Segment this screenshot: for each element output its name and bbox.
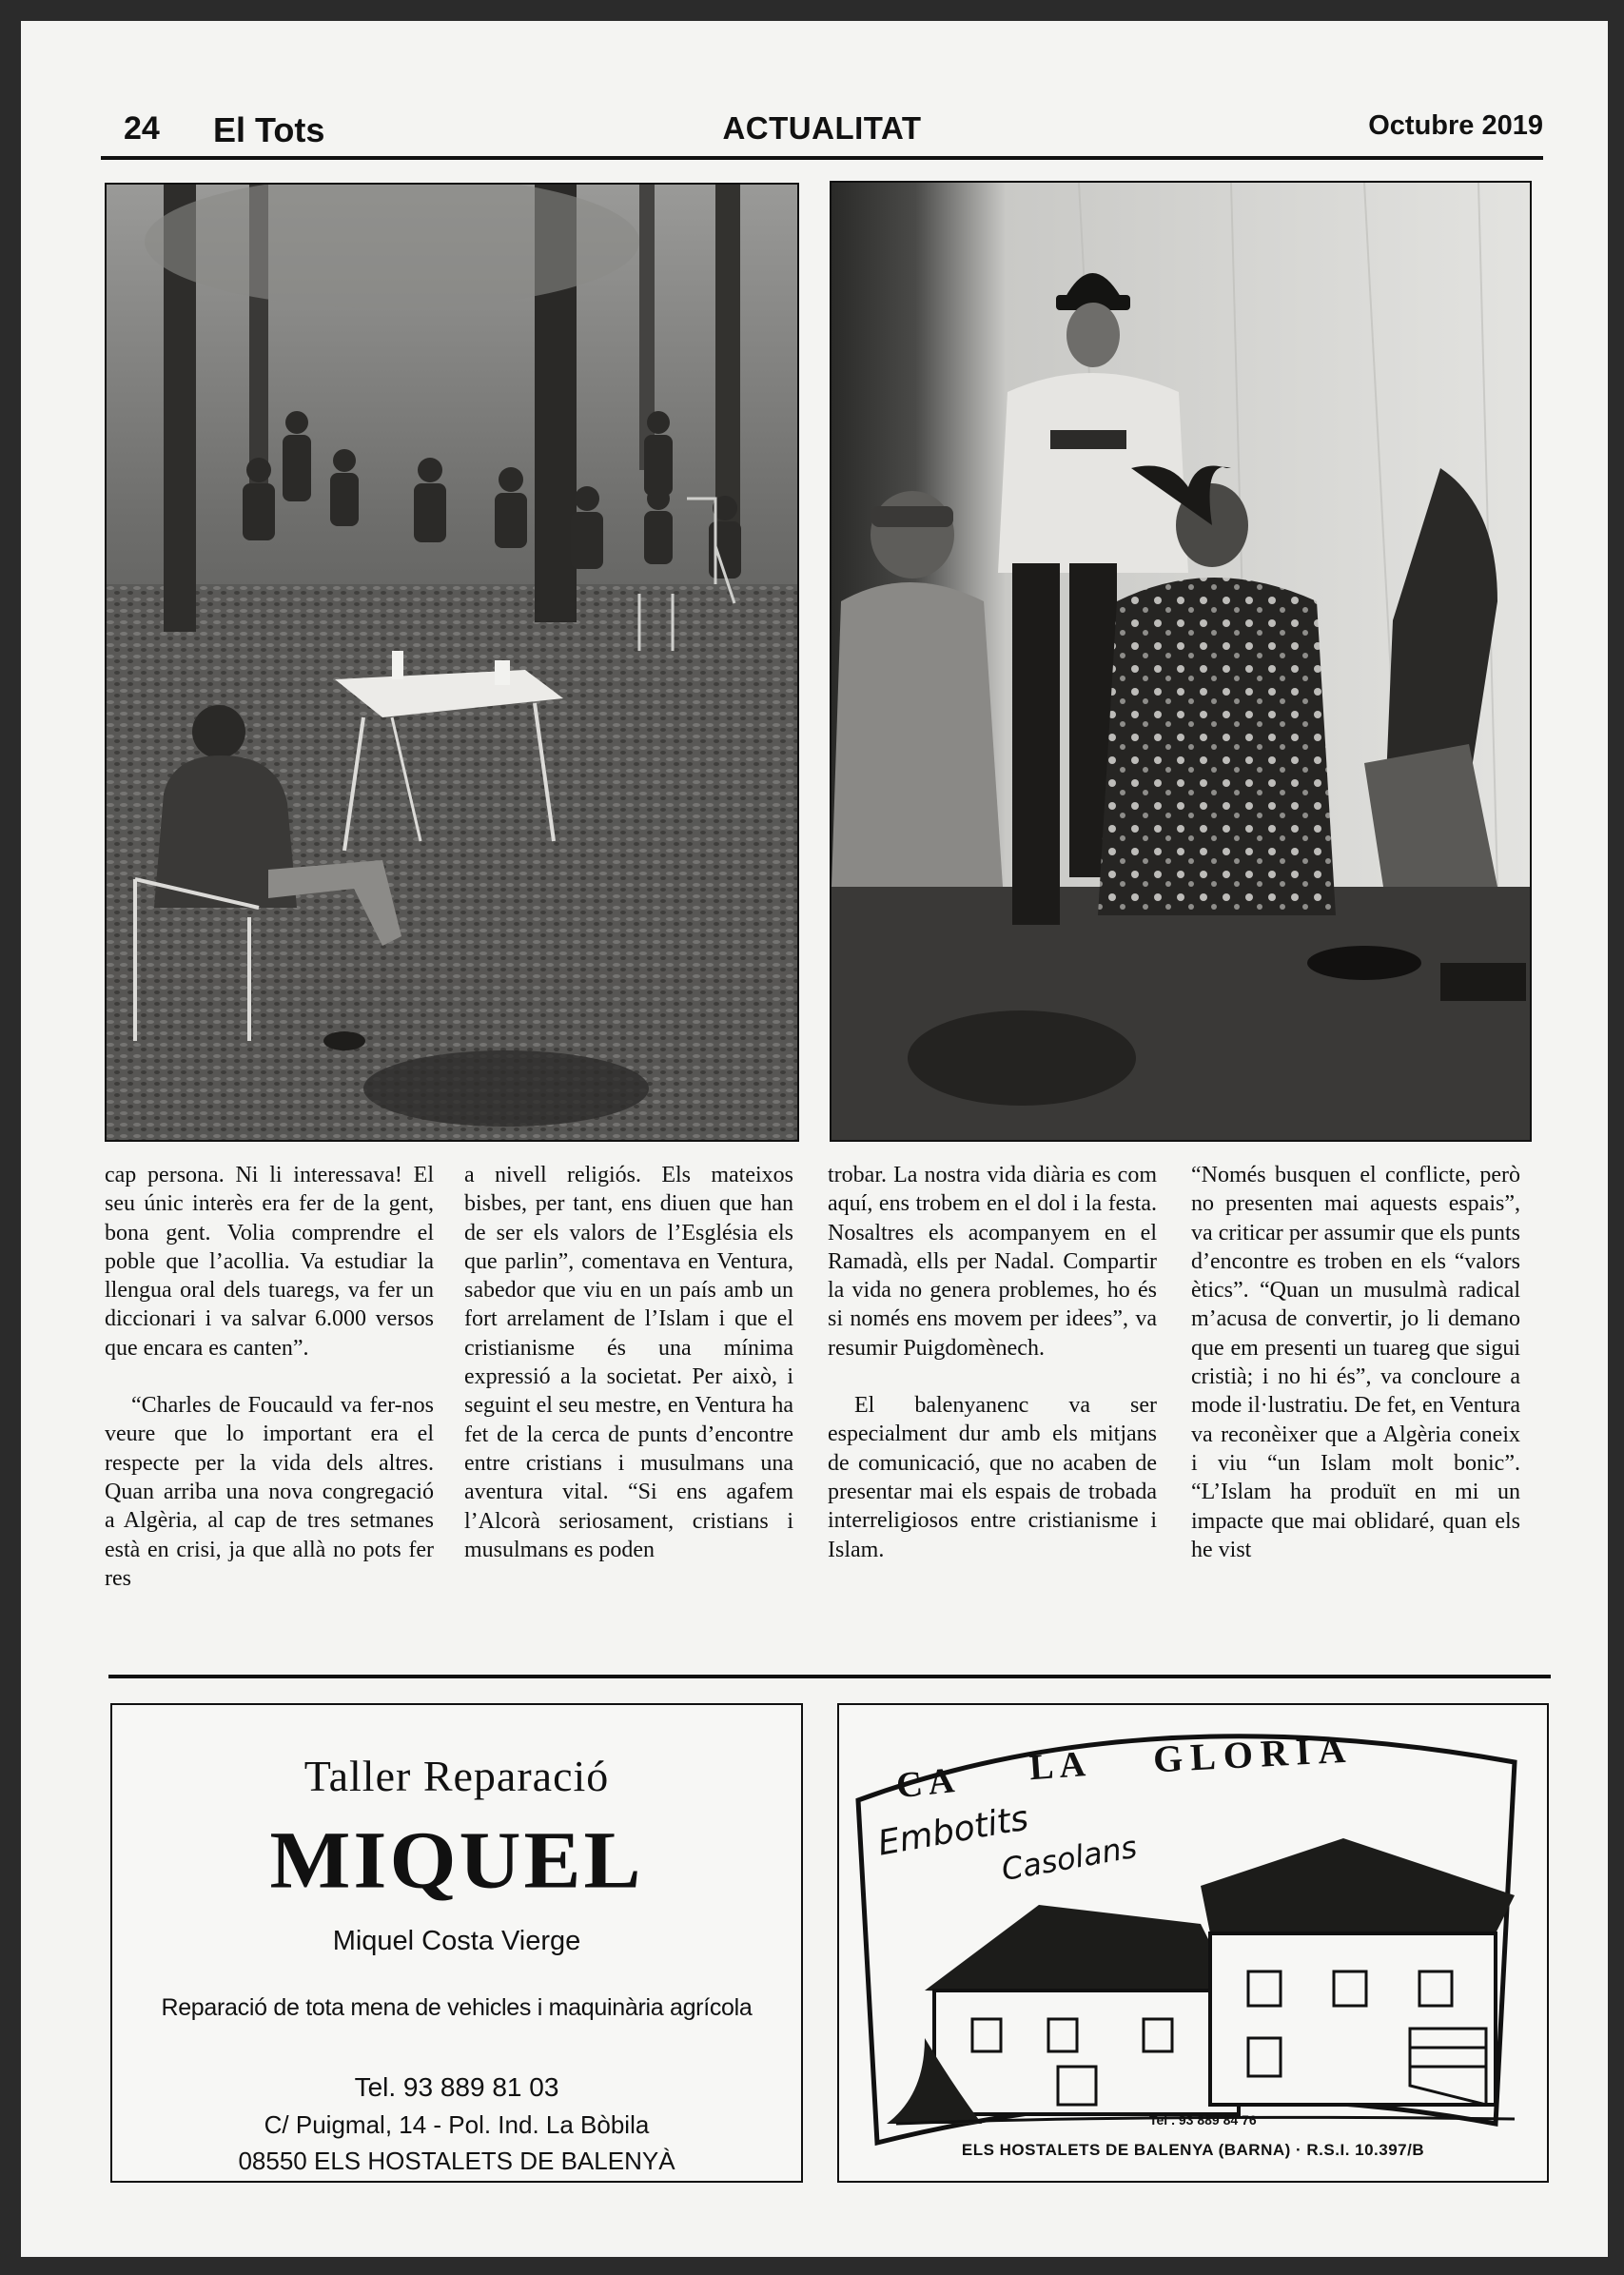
ad-script-word: Embotits <box>874 1798 1032 1864</box>
ad-phone: Tel. 93 889 81 03 <box>354 2072 559 2102</box>
ad-logo-word: CA <box>893 1759 962 1807</box>
photo-tent-scene <box>830 181 1532 1142</box>
ad-service: Reparació de tota mena de vehicles i maquinària agrícola <box>161 1994 753 2021</box>
section-title: ACTUALITAT <box>722 110 922 146</box>
paragraph: “Charles de Foucauld va fer-nos veure que lo important era el respecte per la vida dels altres. Quan arriba una nova congregació a Algèria, al cap de tres setmanes està en crisi, ja que allà no pots fer res <box>105 1393 434 1591</box>
paragraph: “Només busquen el conflicte, però no presenten mai aquests espais”, va criticar per assumir que els punts d’encontre es troben en els “valors ètics”. “Quan un musulmà radical m’acusa de convertir, jo li demano que em presenti un tuareg que sigui cristià; i no hi és”, va concloure a mode il·lustratiu. De fet, en Ventura va reconèixer que a Algèria coneix i viu “un Islam molt bonic”. “L’Islam ha produït en mi un impacte que mai oblidaré, quan els he vist <box>1191 1163 1520 1562</box>
issue-date: Octubre 2019 <box>1368 110 1543 141</box>
page-number: 24 <box>124 110 160 147</box>
ad-logo-word: GLORIA <box>1151 1727 1355 1781</box>
ad-owner: Miquel Costa Vierge <box>332 1926 581 1956</box>
section-divider <box>108 1675 1551 1678</box>
ad-address-line1: C/ Puigmal, 14 - Pol. Ind. La Bòbila <box>264 2110 650 2139</box>
paragraph: El balenyanenc va ser especialment dur amb els mitjans de comunicació, que no acaben de presentar mai els espais de trobada interreligiosos entre cristianisme i Islam. <box>828 1393 1157 1562</box>
ad-title: Taller Reparació <box>303 1752 610 1800</box>
ad-address-line2: 08550 ELS HOSTALETS DE BALENYÀ <box>238 2147 675 2175</box>
ad-footer: ELS HOSTALETS DE BALENYA (BARNA) · R.S.I. 10.397/B <box>961 2141 1425 2159</box>
article-column-3 <box>828 1161 1157 1654</box>
article-column-4 <box>1191 1161 1520 1654</box>
ad-taller-miquel <box>110 1703 803 2183</box>
article-column-1 <box>105 1161 434 1654</box>
article-column-2 <box>464 1161 793 1654</box>
photo-forest-talk <box>105 183 799 1142</box>
ad-logo-word: LA <box>1027 1743 1093 1789</box>
paragraph: a nivell religiós. Els mateixos bisbes, per tant, ens diuen que han de ser els valors de l’Església els que parlin”, comentava en Ventura, sabedor que viu en un país amb un fort arrelament de l’Islam i que el cristianisme és una mínima expressió a la societat. Per això, i seguint el seu mestre, en Ventura ha fet de la cerca de punts d’encontre entre cristians i musulmans una aventura vital. “Si ens agafem l’Alcorà seriosament, cristians i musulmans es poden <box>464 1163 793 1562</box>
paragraph: trobar. La nostra vida diària es com aquí, ens trobem en el dol i la festa. Nosaltres els acompanyem en el Ramadà, ells per Nadal. Compartir la vida no genera problemes, ho és si només ens movem per idees”, va resumir Puigdomènech. <box>828 1163 1157 1361</box>
publication-name: El Tots <box>213 110 325 149</box>
paragraph: cap persona. Ni li interessava! El seu únic interès era fer de la gent, bona gent. Volia comprendre el poble que l’acollia. Va estudiar la llengua oral dels tuaregs, va fer un diccionari i va salvar 6.000 versos que encara es canten”. <box>105 1163 434 1361</box>
newspaper-page <box>21 21 1608 2257</box>
page-header <box>101 89 1543 160</box>
ad-ca-la-gloria <box>837 1703 1549 2183</box>
ad-phone: Tel . 93 889 84 76 <box>1149 2112 1257 2128</box>
ad-script-word: Casolans <box>998 1828 1140 1889</box>
ad-business-name: MIQUEL <box>269 1815 644 1906</box>
